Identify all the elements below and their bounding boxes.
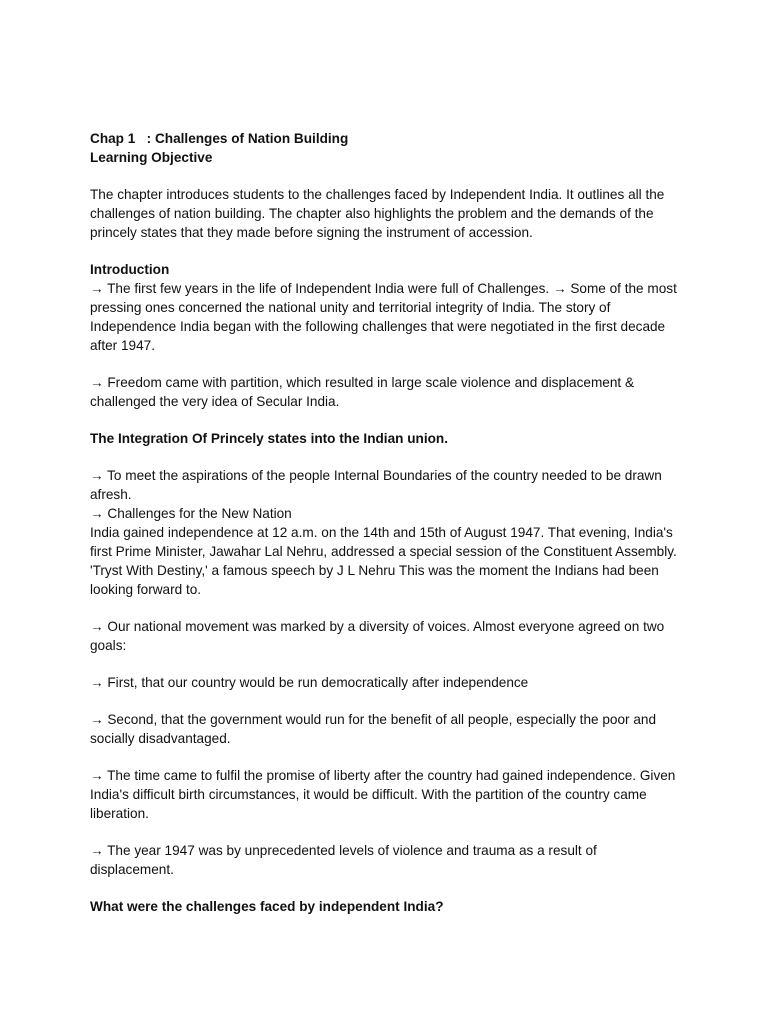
second-goal-paragraph: → Second, that the government would run for the benefit of all people, especially the poor and socially disadvantaged. (90, 712, 657, 746)
integration-heading: The Integration Of Princely states into the Indian union. (90, 431, 448, 446)
year-1947-paragraph: → The year 1947 was by unprecedented levels of violence and trauma as a result of displacement. (90, 843, 597, 877)
spacer (90, 242, 682, 260)
partition-paragraph: → Freedom came with partition, which resulted in large scale violence and displacement & challenged the very idea of Secular India. (90, 375, 635, 409)
liberty-paragraph: → The time came to fulfil the promise of liberty after the country had gained independence. Given India's difficult birth circumstances, it would be difficult. With the partition of the country came liberation. (90, 768, 676, 821)
spacer (90, 599, 682, 617)
spacer (90, 411, 682, 429)
first-goal-paragraph: → First, that our country would be run democratically after independence (90, 675, 529, 690)
spacer (90, 167, 682, 185)
independence-paragraph: India gained independence at 12 a.m. on the 14th and 15th of August 1947. That evening, India's first Prime Minister, Jawahar Lal Nehru, addressed a special session of the Constituent Assembly. 'Tryst With Destiny,' a famous speech by J L Nehru This was the moment the Indians had been looking forward to. (90, 525, 677, 597)
introduction-paragraph: → The first few years in the life of Independent India were full of Challenges. → Some of the most pressing ones concerned the national unity and territorial integrity of India. The story of Independence India began with the following challenges that were negotiated in the first decade after 1947. (90, 281, 677, 353)
learning-objective-heading: Learning Objective (90, 150, 213, 165)
introduction-heading: Introduction (90, 262, 170, 277)
chapter-heading: Chap 1 : Challenges of Nation Building (90, 131, 349, 146)
spacer (90, 748, 682, 766)
spacer (90, 823, 682, 841)
question-heading: What were the challenges faced by independent India? (90, 899, 444, 914)
boundaries-paragraph: → To meet the aspirations of the people Internal Boundaries of the country needed to be drawn afresh. (90, 468, 662, 502)
spacer (90, 655, 682, 673)
national-movement-paragraph: → Our national movement was marked by a diversity of voices. Almost everyone agreed on two goals: (90, 619, 665, 653)
spacer (90, 355, 682, 373)
spacer (90, 448, 682, 466)
document-page (90, 129, 682, 916)
new-nation-line: → Challenges for the New Nation (90, 506, 292, 521)
spacer (90, 692, 682, 710)
learning-objective-paragraph: The chapter introduces students to the challenges faced by Independent India. It outlines all the challenges of nation building. The chapter also highlights the problem and the demands of the princely states that they made before signing the instrument of accession. (90, 187, 665, 240)
spacer (90, 879, 682, 897)
